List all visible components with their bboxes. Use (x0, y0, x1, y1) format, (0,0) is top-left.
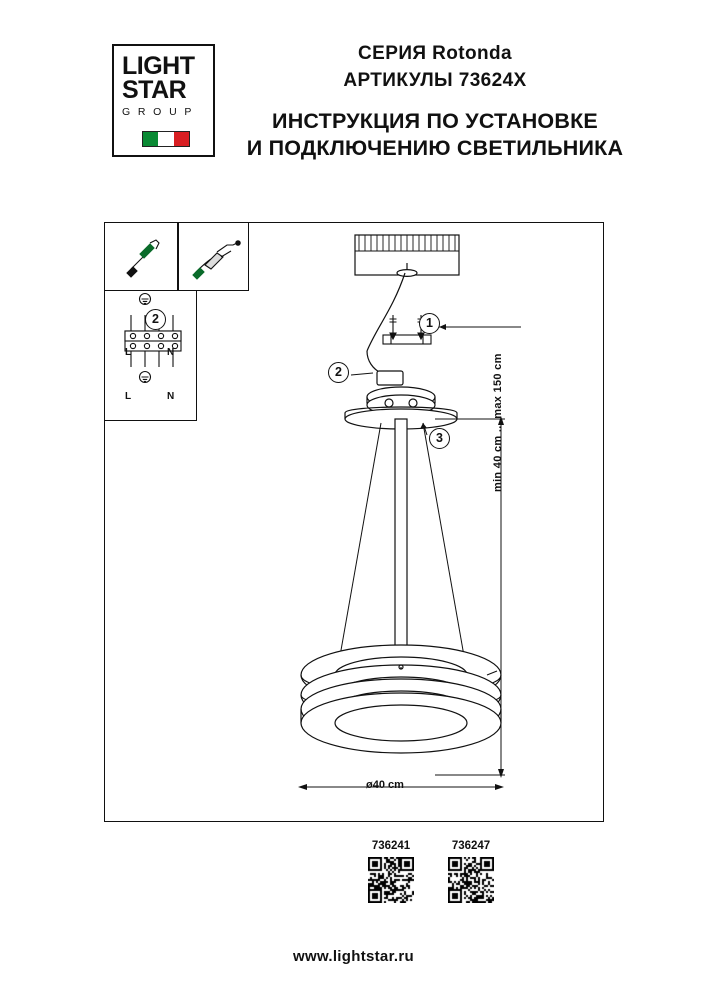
wiring-label-L-bottom: L (125, 391, 132, 402)
instruction-title-line1: ИНСТРУКЦИЯ ПО УСТАНОВКЕ (272, 109, 598, 133)
callout-3: 3 (429, 428, 450, 449)
product-codes (104, 840, 604, 930)
italian-flag-icon (142, 131, 190, 147)
article-title: АРТИКУЛЫ 73624X (343, 70, 527, 91)
wiring-label-L-top: L (125, 347, 132, 358)
product-code-number: 736247 (451, 840, 491, 852)
logo-text-line2: STAR (122, 76, 187, 104)
wiring-label-N-bottom: N (167, 391, 175, 402)
lamp-technical-drawing (105, 223, 605, 823)
diameter-dimension-label: ø40 cm (366, 779, 404, 791)
series-title: СЕРИЯ Rotonda (358, 43, 512, 64)
product-code-number: 736241 (371, 840, 411, 852)
wiring-label-N-top: N (167, 347, 175, 358)
callout-2: 2 (328, 362, 349, 383)
instruction-title-line2: И ПОДКЛЮЧЕНИЮ СВЕТИЛЬНИКА (246, 136, 624, 160)
logo-text-line1: LIGHT (122, 52, 195, 80)
callout-1: 1 (419, 313, 440, 334)
logo (112, 44, 215, 157)
product-code-item (416, 840, 526, 903)
callout-2-wiring: 2 (145, 309, 166, 330)
qr-code-736241 (368, 857, 414, 903)
assembly-diagram-frame (104, 222, 604, 822)
logo-text-group: G R O U P (122, 106, 194, 118)
website-url[interactable]: www.lightstar.ru (293, 948, 414, 965)
document-header (0, 0, 707, 200)
qr-code-736247 (448, 857, 494, 903)
height-dimension-label: min 40 cm ... max 150 cm (492, 353, 504, 492)
title-block (230, 40, 640, 162)
